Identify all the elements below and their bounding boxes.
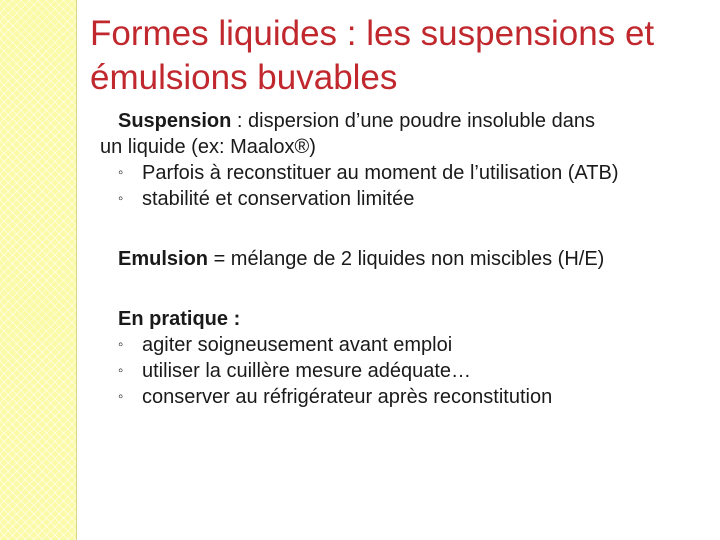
side-divider bbox=[76, 0, 77, 540]
bullet-emulsion bbox=[100, 246, 710, 272]
sub-item bbox=[100, 384, 710, 410]
slide-content bbox=[100, 108, 710, 410]
suspension-definition-line1: : dispersion d’une poudre insoluble dans bbox=[231, 110, 595, 132]
sub-bullet-icon: ◦ bbox=[118, 362, 124, 379]
slide-title: Formes liquides : les suspensions et émulsions buvables bbox=[90, 14, 655, 97]
spacer bbox=[100, 272, 710, 306]
sub-item bbox=[100, 358, 710, 384]
bullet-suspension bbox=[100, 108, 710, 160]
sub-bullet-icon: ◦ bbox=[118, 388, 124, 405]
spacer bbox=[100, 212, 710, 246]
sub-bullet-icon: ◦ bbox=[118, 336, 124, 353]
decorative-side-band bbox=[0, 0, 76, 540]
bullet-en-pratique bbox=[100, 306, 710, 332]
sub-bullet-icon: ◦ bbox=[118, 190, 124, 207]
sub-item-text: stabilité et conservation limitée bbox=[142, 188, 415, 210]
suspension-definition-line2: un liquide (ex: Maalox®) bbox=[100, 136, 316, 158]
sub-item-text: Parfois à reconstituer au moment de l’utilisation (ATB) bbox=[142, 162, 619, 184]
sub-item bbox=[100, 186, 710, 212]
sub-item-text: agiter soigneusement avant emploi bbox=[142, 334, 453, 356]
sub-bullet-icon: ◦ bbox=[118, 164, 124, 181]
sub-item bbox=[100, 332, 710, 358]
term-en-pratique: En pratique : bbox=[118, 308, 241, 330]
sub-item-text: conserver au réfrigérateur après reconstitution bbox=[142, 386, 553, 408]
term-suspension: Suspension bbox=[118, 110, 232, 132]
sub-item bbox=[100, 160, 710, 186]
emulsion-definition: = mélange de 2 liquides non miscibles (H/E) bbox=[208, 248, 605, 270]
term-emulsion: Emulsion bbox=[118, 248, 209, 270]
sub-item-text: utiliser la cuillère mesure adéquate… bbox=[142, 360, 472, 382]
